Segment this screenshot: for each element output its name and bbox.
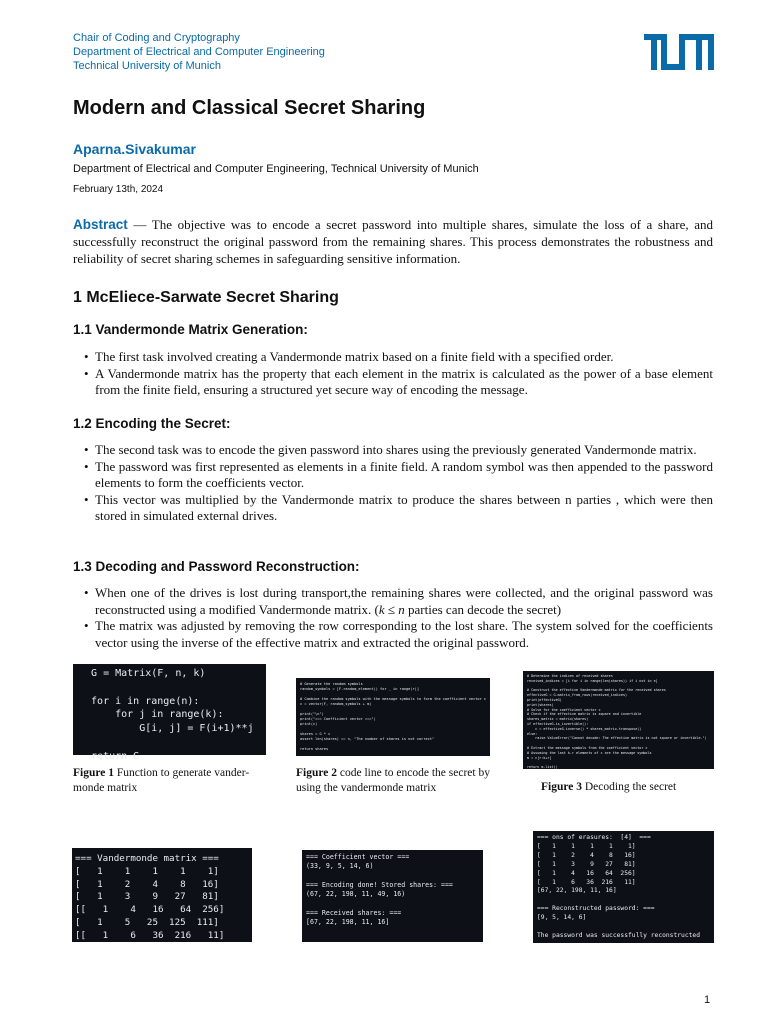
figure-3-caption: Figure 3 Decoding the secret — [541, 781, 677, 793]
chair-header — [73, 31, 325, 73]
bullet-list-1-3 — [84, 585, 713, 651]
abstract-text: — The objective was to encode a secret password into multiple shares, simulate the loss of a share, and successfully reconstruct the original password from the remaining shares. This process demonstrates the robustness and reliability of secret sharing schemes in safeguarding sensitive information. — [73, 217, 713, 266]
author-name: Aparna.Sivakumar — [73, 141, 196, 157]
university-line: Technical University of Munich — [73, 60, 221, 72]
abstract-label: Abstract — [73, 217, 128, 232]
figure-1-code: G = Matrix(F, n, k) for i in range(n): for j in range(k): G[i, j] = F(i+1)**j return G — [73, 664, 266, 755]
paper-title: Modern and Classical Secret Sharing — [73, 97, 426, 119]
subsection-heading-1-2: 1.2 Encoding the Secret: — [73, 416, 231, 431]
vandermonde-output: === Vandermonde matrix === [ 1 1 1 1 1] [ 1 2 4 8 16] [ 1 3 9 27 81] [[ 1 4 16 64 256] [ 1 5 25 125 111] [[ 1 6 36 216 11] — [72, 848, 252, 942]
list-item: • When one of the drives is lost during transport,the remaining shares were collected, and the original password was reconstructed using a modified Vandermonde matrix. (k ≤ n parties can decode the secret) — [84, 585, 713, 617]
author-affiliation: Department of Electrical and Computer Engineering, Technical University of Munich — [73, 163, 479, 175]
list-item: • The password was first represented as elements in a finite field. A random symbol was then appended to the password elements to form the coefficients vector. — [84, 458, 713, 490]
subsection-heading-1-3: 1.3 Decoding and Password Reconstruction: — [73, 559, 360, 574]
figure-3-code: # Determine the indices of received shares received_indices = [i for i in range(len(shares)) if i not in e] # Construct the effective Vandermonde matrix for the received shares effectiveG = G.matrix_from_rows(received_indices) print(effectiveG) print(shares) # Solve for the coefficient vector c # Check if the effective matrix is square and invertible shares_matrix = matrix(shares) if effectiveG.is_invertible(): c = effectiveG.inverse() * shares_matrix.transpose() else: raise ValueError("Cannot decode: The effective matrix is not square or invertible.") # Extract the message symbols from the coefficient vector c # Assuming the last k-r elements of c are the message symbols m = c[r:k+r] return m.list() — [523, 671, 714, 769]
list-item: • The second task was to encode the given password into shares using the previously generated Vandermonde matrix. — [84, 442, 697, 457]
list-item: • This vector was multiplied by the Vandermonde matrix to produce the shares between n parties , which were then stored in simulated external drives. — [84, 491, 713, 523]
decoding-output: === ons of erasures: [4] === [ 1 1 1 1 1] [ 1 2 4 8 16] [ 1 3 9 27 81] [ 1 4 16 64 256] [ 1 6 36 216 11] [67, 22, 198, 11, 16] === Reconstructed password: === [9, 5, 14, 6] The password was successfully reconstructed — [533, 831, 714, 943]
subsection-heading-1-1: 1.1 Vandermonde Matrix Generation: — [73, 322, 308, 337]
section-heading: 1 McEliece-Sarwate Secret Sharing — [73, 289, 339, 306]
figure-1-caption: Figure 1 Function to generate vander-monde matrix — [73, 767, 250, 794]
department-line: Department of Electrical and Computer Engineering — [73, 46, 325, 58]
chair-line: Chair of Coding and Cryptography — [73, 32, 240, 44]
tum-logo — [644, 34, 714, 70]
list-item: • The matrix was adjusted by removing the row corresponding to the lost share. The system solved for the coefficients vector using the inverse of the effective matrix and extracted the original password. — [84, 618, 713, 650]
list-item: • The first task involved creating a Vandermonde matrix based on a finite field with a specified order. — [84, 349, 614, 364]
encoding-output: === Coefficient vector === (33, 9, 5, 14, 6) === Encoding done! Stored shares: === (67, 22, 198, 11, 49, 16) === Received shares: === [67, 22, 198, 11, 16] — [302, 850, 483, 942]
bullet-list-1-1 — [84, 349, 713, 399]
bullet-list-1-2 — [84, 442, 713, 525]
inline-math: k ≤ n — [378, 601, 405, 617]
paper-date: February 13th, 2024 — [73, 184, 164, 195]
page-number: 1 — [704, 994, 711, 1006]
figure-2-caption: Figure 2 code line to encode the secret by using the vandermonde matrix — [296, 767, 490, 794]
figure-2-code: # Generate the random symbols random_symbols = [F.random_element() for _ in range(r)] # Combine the random symbols with the message symbols to form the coefficient vector c c = vector(F, random_symbols + m) print("\n") print("=== Coefficient vector ===") print(c) shares = G * c assert len(shares) == n, "The number of shares is not correct" return shares — [296, 678, 490, 756]
list-item: • A Vandermonde matrix has the property that each element in the matrix is calculated as the power of a base element from the finite field, ensuring a structured yet secure way of encoding the message. — [84, 365, 713, 397]
abstract — [73, 216, 713, 267]
